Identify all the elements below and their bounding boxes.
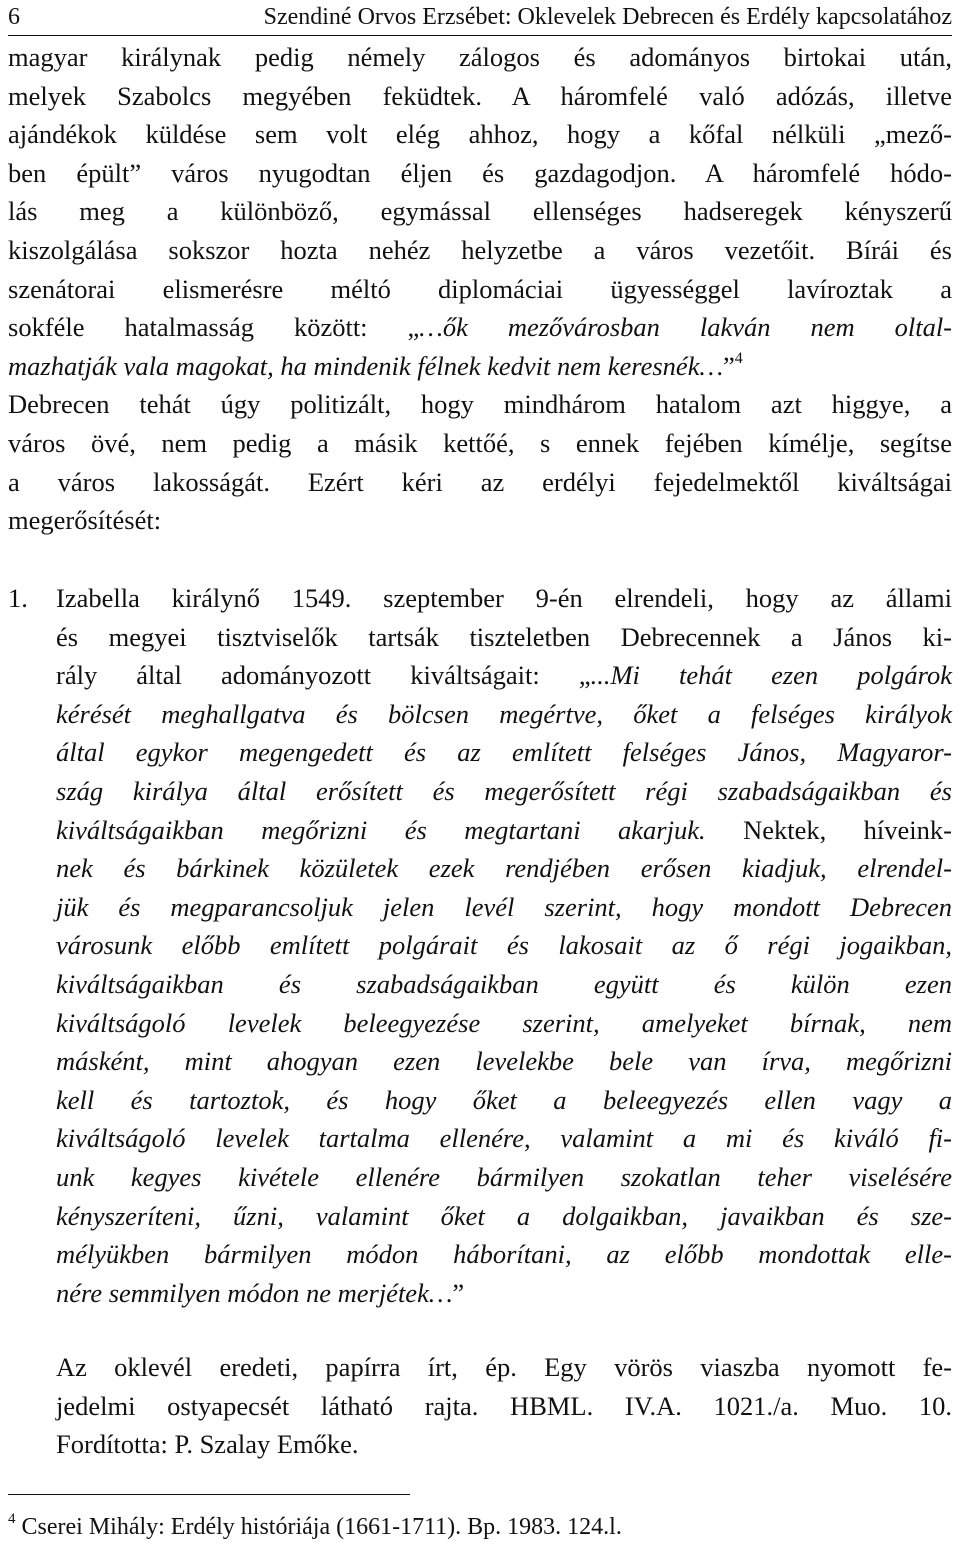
text-line (56, 926, 952, 965)
quote-italic: kell és tartoztok, és hogy őket a beleegyezés ellen vagy a (56, 1084, 952, 1115)
quote-italic: kiváltságoló levelek tartalma ellenére, valamint a mi és kiváló fi- (56, 1123, 952, 1154)
text-run: rály által adományozott kiváltságait: „ (56, 660, 591, 691)
quote-italic: nek és bárkinek közületek ezek rendjében erősen kiadjuk, elrendel- (56, 853, 952, 884)
text-line (56, 1235, 952, 1274)
source-note (56, 1348, 952, 1464)
page-header (8, 0, 952, 34)
text-line: magyar királynak pedig némely zálogos és adományos birtokai után, (8, 42, 952, 72)
quote-italic: ...Mi tehát ezen polgárok (590, 660, 952, 691)
quote-italic: kiváltságaikban megőrizni és megtartani akarjuk. (56, 814, 706, 845)
text-line (56, 695, 952, 734)
text-line (56, 965, 952, 1004)
quote-italic: mazhatják vala magokat, ha mindenik félnek kedvit nem keresnék… (8, 350, 724, 381)
list-item-body (56, 579, 952, 1312)
quote-italic: szág királya által erősített és megerősített régi szabadságaikban és (56, 775, 952, 806)
text-line: a város lakosságát. Ezért kéri az erdélyi fejedelmektől kiváltságai (8, 466, 952, 497)
intro-paragraph (8, 38, 952, 540)
text-line (8, 347, 952, 386)
quote-italic: kérését meghallgatva és bölcsen megértve, őket a felséges királyok (56, 698, 952, 729)
text-line: lás meg a különböző, egymással ellenséges hadseregek kényszerű (8, 196, 952, 227)
text-line (56, 656, 952, 695)
page-number: 6 (8, 4, 20, 30)
text-line (56, 1119, 952, 1158)
footnote-text: Cserei Mihály: Erdély históriája (1661-1711). Bp. 1983. 124.l. (15, 1514, 622, 1540)
quote-italic: kényszeríteni, űzni, valamint őket a dolgaikban, javaikban és sze- (56, 1200, 952, 1231)
text-line (56, 1274, 952, 1313)
footnote-rule (8, 1494, 410, 1495)
text-run: Nektek, híveink- (705, 814, 952, 845)
text-line: jedelmi ostyapecsét látható rajta. HBML. IV.A. 1021./a. Muo. 10. (56, 1390, 952, 1421)
footnote-number: 4 (8, 1511, 16, 1527)
quote-italic: városunk előbb említett polgárait és lakosait az ő régi jogaikban, (56, 930, 952, 961)
text-line: Fordította: P. Szalay Emőke. (56, 1429, 359, 1460)
text-line: Az oklevél eredeti, papírra írt, ép. Egy vörös viaszba nyomott fe- (56, 1352, 952, 1382)
text-line: város övé, nem pedig a másik kettőé, s ennek fejében kímélje, segítse (8, 427, 952, 458)
text-line (56, 1081, 952, 1120)
quote-italic: kiváltságaikban és szabadságaikban együtt és külön ezen (56, 968, 952, 999)
text-line: és megyei tisztviselők tartsák tiszteletben Debrecennek a János ki- (56, 621, 952, 652)
text-line: megerősítését: (8, 505, 162, 536)
quote-close: ” (452, 1277, 465, 1308)
text-line (56, 1042, 952, 1081)
quote-italic: nére semmilyen módon ne merjétek… (56, 1277, 453, 1308)
text-line (56, 849, 952, 888)
text-line (56, 1158, 952, 1197)
text-line: melyek Szabolcs megyében feküdtek. A háromfelé való adózás, illetve (8, 80, 952, 111)
text-line (56, 811, 952, 850)
text-line (56, 888, 952, 927)
footnote (8, 1511, 952, 1543)
text-run: sokféle hatalmasság között: „ (8, 312, 420, 343)
quote-italic: unk kegyes kivétele ellenére bármilyen szokatlan teher viselésére (56, 1161, 952, 1192)
quote-italic: jük és megparancsoljuk jelen levél szerint, hogy mondott Debrecen (56, 891, 952, 922)
text-line: kiszolgálása sokszor hozta nehéz helyzetbe a város vezetőit. Bírái és (8, 234, 952, 265)
text-line (56, 1004, 952, 1043)
quote-italic: által egykor megengedett és az említett felséges János, Magyaror- (56, 737, 952, 768)
text-line (56, 772, 952, 811)
text-line: Izabella királynő 1549. szeptember 9-én elrendeli, hogy az állami (56, 583, 952, 613)
quote-italic: másként, mint ahogyan ezen levelekbe bele van írva, megőrizni (56, 1046, 952, 1077)
quote-close: ” (723, 350, 735, 381)
text-line (56, 1197, 952, 1236)
text-line (56, 733, 952, 772)
text-line: ajándékok küldése sem volt elég ahhoz, hogy a kőfal nélküli „mező- (8, 119, 952, 150)
quote-italic: mélyükben bármilyen módon háborítani, az előbb mondottak elle- (56, 1239, 952, 1270)
text-line (8, 308, 952, 347)
running-title: Szendiné Orvos Erzsébet: Oklevelek Debrecen és Erdély kapcsolatához (263, 4, 952, 30)
text-line: szenátorai elismerésre méltó diplomáciai ügyességgel lavíroztak a (8, 273, 952, 304)
list-item-number: 1. (8, 583, 28, 613)
quote-italic: kiváltságoló levelek beleegyezése szerint, amelyeket bírnak, nem (56, 1007, 952, 1038)
header-rule (8, 35, 952, 36)
text-line: ben épült” város nyugodtan éljen és gazdagodjon. A háromfelé hódo- (8, 157, 952, 188)
text-line: Debrecen tehát úgy politizált, hogy mindhárom hatalom azt higgye, a (8, 389, 952, 420)
footnote-reference: 4 (734, 349, 743, 367)
quote-italic: …ők mezővárosban lakván nem oltal- (419, 312, 953, 343)
